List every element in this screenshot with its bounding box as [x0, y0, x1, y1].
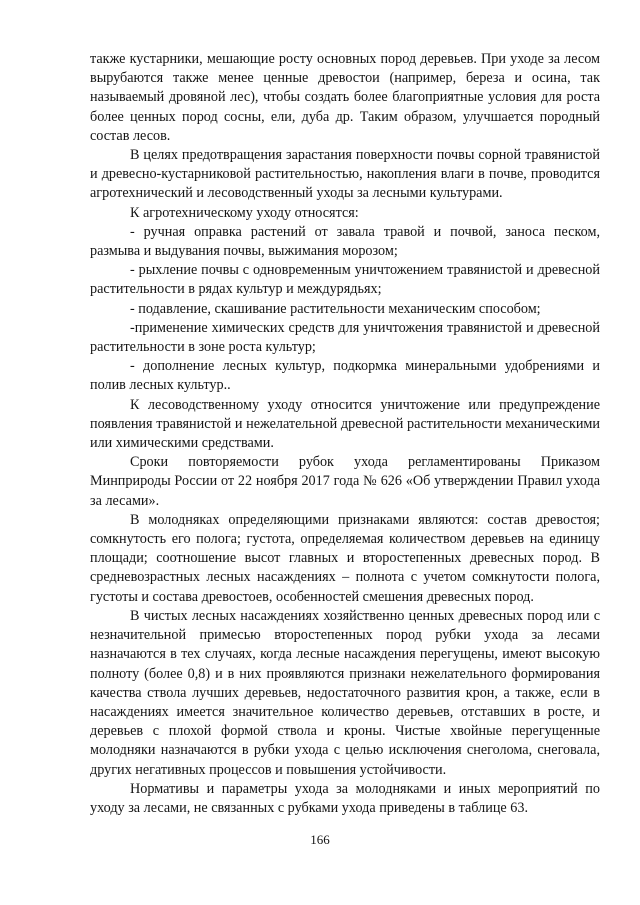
page-body — [90, 50, 600, 818]
paragraph: В целях предотвращения зарастания поверхности почвы сорной травянистой и древесно-кустарниковой растительностью, накопления влаги в почве, проводится агротехнический и лесоводственный уходы за лесными культурами. — [90, 147, 600, 202]
list-item: - подавление, скашивание растительности механическим способом; — [130, 300, 541, 317]
list-item: - рыхление почвы с одновременным уничтожением травянистой и древесной растительности в рядах культур и междурядьях; — [90, 262, 600, 298]
paragraph: В чистых лесных насаждениях хозяйственно ценных древесных пород или с незначительной примесью второстепенных пород рубки ухода за лесами назначаются в тех случаях, когда лесные насаждения перегущены, имеют высокую полноту (более 0,8) и в них проявляются признаки нежелательного формирования качества ствола лучших деревьев, недостаточного развития крон, а также, если в насаждениях имеется значительное количество деревьев, отставших в росте, и деревьев с плохой формой ствола и кроны. Чистые хвойные перегущенные молодняки назначаются в рубки ухода с целью исключения снеголома, снеговала, других негативных процессов и повышения устойчивости. — [90, 607, 600, 778]
paragraph: Нормативы и параметры ухода за молодняками и иных мероприятий по уходу за лесами, не связанных с рубками ухода приведены в таблице 63. — [90, 780, 600, 816]
paragraph: также кустарники, мешающие росту основных пород деревьев. При уходе за лесом вырубаются также менее ценные древостои (например, береза и осина, так называемый дровяной лес), чтобы создать более благоприятные условия для роста более ценных пород сосны, ели, дуба др. Таким образом, улучшается породный состав лесов. — [90, 51, 600, 144]
paragraph-list-intro: К агротехническому уходу относятся: — [130, 204, 359, 221]
paragraph: К лесоводственному уходу относится уничтожение или предупреждение появления травянистой и нежелательной древесной растительности механическими или химическими средствами. — [90, 396, 600, 452]
list-item: - дополнение лесных культур, подкормка минеральными удобрениями и полив лесных культур.. — [90, 358, 600, 394]
page-number: 166 — [310, 832, 330, 847]
paragraph: В молодняках определяющими признаками являются: состав древостоя; сомкнутость его полога; густота, определяемая количеством деревьев на единицу площади; соотношение высот главных и второстепенных древесных пород. В средневозрастных лесных насаждениях – полнота с учетом сомкнутости полога, густоты и состава древостоев, особенностей смешения древесных пород. — [90, 511, 600, 605]
list-item: - ручная оправка растений от завала травой и почвой, заноса песком, размыва и выдувания почвы, выжимания морозом; — [90, 223, 600, 260]
paragraph: Сроки повторяемости рубок ухода регламентированы Приказом Минприроды России от 22 ноября 2017 года № 626 «Об утверждении Правил ухода за лесами». — [90, 454, 600, 509]
list-item: -применение химических средств для уничтожения травянистой и древесной растительности в зоне роста культур; — [90, 319, 600, 356]
